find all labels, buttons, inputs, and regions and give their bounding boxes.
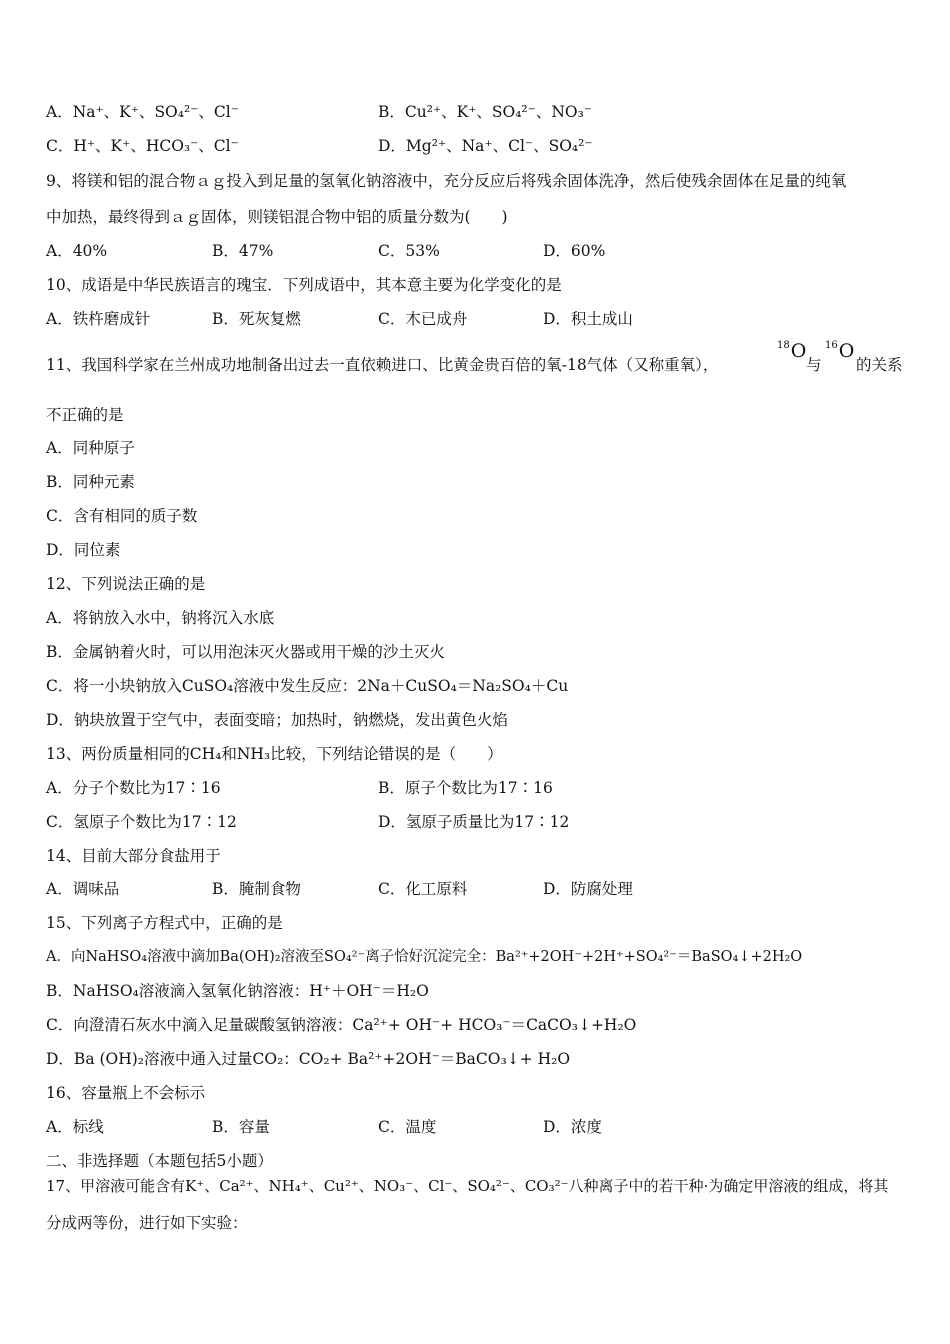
q15-option-d: D．Ba (OH)₂溶液中通入过量CO₂：CO₂+ Ba²⁺+2OH⁻＝BaCO₃↓+ H₂O	[46, 1050, 571, 1068]
q8-option-c: C．H⁺、K⁺、HCO₃⁻、Cl⁻	[46, 137, 239, 155]
q17-stem-line1: 17、甲溶液可能含有K⁺、Ca²⁺、NH₄⁺、Cu²⁺、NO₃⁻、Cl⁻、SO₄²⁻、CO₃²⁻八种离子中的若干种·为确定甲溶液的组成，将其	[46, 1177, 889, 1195]
q14-option-a: A．调味品	[46, 880, 120, 898]
q12-option-d: D．钠块放置于空气中，表面变暗；加热时，钠燃烧，发出黄色火焰	[46, 711, 508, 729]
q10-option-b: B．死灰复燃	[212, 310, 301, 328]
q12-option-a: A．将钠放入水中，钠将沉入水底	[46, 609, 275, 627]
q8-option-d: D．Mg²⁺、Na⁺、Cl⁻、SO₄²⁻	[378, 137, 593, 155]
q13-option-d: D．氢原子质量比为17∶12	[378, 813, 570, 831]
q9-option-c: C．53%	[378, 242, 440, 260]
oxygen-16-letter: O	[838, 340, 855, 362]
oxygen-16-symbol	[825, 340, 854, 362]
oxygen-18-symbol	[777, 340, 806, 362]
q16-option-a: A．标线	[46, 1118, 104, 1136]
q9-option-a: A．40%	[46, 242, 108, 260]
q14-option-d: D．防腐处理	[543, 880, 633, 898]
q11-stem-line1: 11、我国科学家在兰州成功地制备出过去一直依赖进口、比黄金贵百倍的氧-18气体（又称重氧），	[46, 356, 719, 374]
q11-option-a: A．同种原子	[46, 439, 135, 457]
q17-stem-line2: 分成两等份，进行如下实验：	[46, 1214, 248, 1232]
q13-option-c: C．氢原子个数比为17∶12	[46, 813, 237, 831]
q13-stem: 13、两份质量相同的CH₄和NH₃比较，下列结论错误的是（ ）	[46, 745, 503, 763]
q15-option-c: C．向澄清石灰水中滴入足量碳酸氢钠溶液：Ca²⁺+ OH⁻+ HCO₃⁻＝CaCO₃↓+H₂O	[46, 1016, 637, 1034]
q12-option-b: B．金属钠着火时，可以用泡沫灭火器或用干燥的沙土灭火	[46, 643, 445, 661]
oxygen-16-mass: 16	[825, 340, 838, 351]
q11-option-c: C．含有相同的质子数	[46, 507, 198, 525]
q11-stem-tail: 的关系	[856, 356, 903, 374]
q14-option-b: B．腌制食物	[212, 880, 301, 898]
q16-option-d: D．浓度	[543, 1118, 602, 1136]
q11-connector: 与	[806, 356, 822, 374]
q13-option-b: B．原子个数比为17∶16	[378, 779, 553, 797]
q15-stem: 15、下列离子方程式中，正确的是	[46, 914, 283, 932]
q9-stem-line2: 中加热，最终得到ａｇ固体，则镁铝混合物中铝的质量分数为( )	[46, 208, 508, 226]
oxygen-18-letter: O	[790, 340, 807, 362]
q11-stem-line2: 不正确的是	[46, 406, 124, 424]
q9-option-b: B．47%	[212, 242, 274, 260]
q16-option-c: C．温度	[378, 1118, 437, 1136]
q9-option-d: D．60%	[543, 242, 606, 260]
q16-option-b: B．容量	[212, 1118, 270, 1136]
q8-option-a: A．Na⁺、K⁺、SO₄²⁻、Cl⁻	[46, 103, 239, 121]
q11-option-d: D．同位素	[46, 541, 121, 559]
q12-option-c: C．将一小块钠放入CuSO₄溶液中发生反应：2Na＋CuSO₄＝Na₂SO₄＋Cu	[46, 677, 569, 695]
q10-option-c: C．木已成舟	[378, 310, 468, 328]
q14-stem: 14、目前大部分食盐用于	[46, 847, 221, 865]
q15-option-a: A．向NaHSO₄溶液中滴加Ba(OH)₂溶液至SO₄²⁻离子恰好沉淀完全：Ba²⁺+2OH⁻+2H⁺+SO₄²⁻＝BaSO₄↓+2H₂O	[46, 949, 803, 965]
q15-option-b: B．NaHSO₄溶液滴入氢氧化钠溶液：H⁺＋OH⁻＝H₂O	[46, 982, 429, 1000]
q12-stem: 12、下列说法正确的是	[46, 575, 206, 593]
oxygen-18-mass: 18	[777, 340, 790, 351]
q14-option-c: C．化工原料	[378, 880, 468, 898]
section-heading: 二、非选择题（本题包括5小题）	[46, 1152, 273, 1170]
q13-option-a: A．分子个数比为17∶16	[46, 779, 221, 797]
q11-option-b: B．同种元素	[46, 473, 135, 491]
q16-stem: 16、容量瓶上不会标示	[46, 1084, 206, 1102]
q9-stem-line1: 9、将镁和铝的混合物ａｇ投入到足量的氢氧化钠溶液中，充分反应后将残余固体洗净，然后使残余固体在足量的纯氧	[46, 172, 847, 190]
q10-option-a: A．铁杵磨成针	[46, 310, 151, 328]
q8-option-b: B．Cu²⁺、K⁺、SO₄²⁻、NO₃⁻	[378, 103, 592, 121]
q10-stem: 10、成语是中华民族语言的瑰宝．下列成语中，其本意主要为化学变化的是	[46, 276, 562, 294]
q10-option-d: D．积土成山	[543, 310, 633, 328]
